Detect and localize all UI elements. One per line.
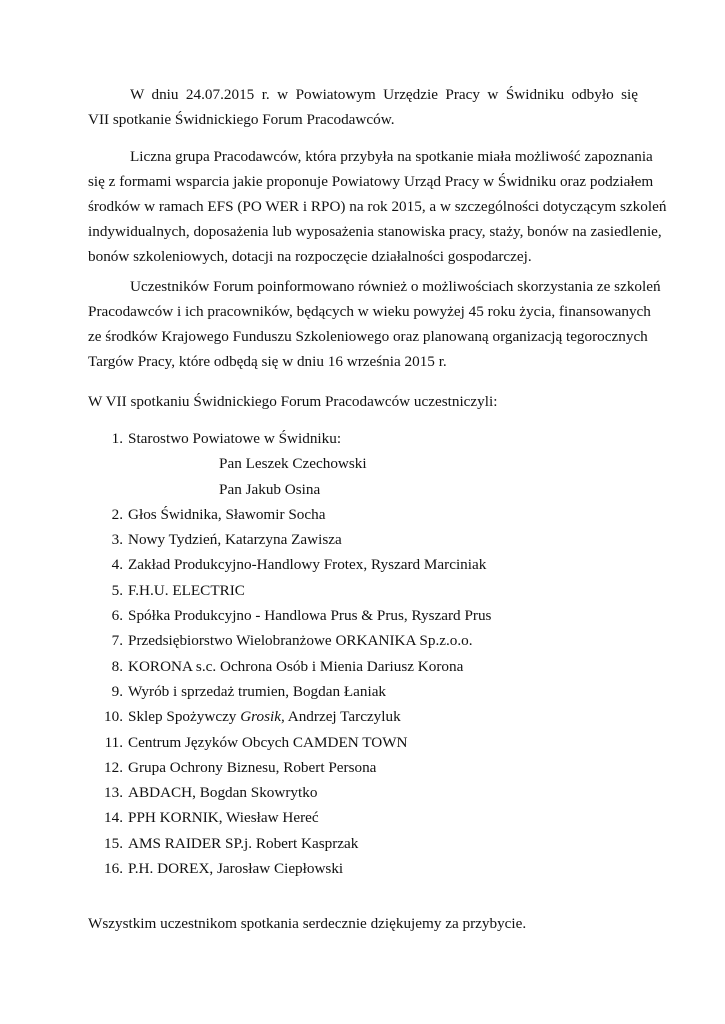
text-line: Uczestników Forum poinformowano również o możliwościach skorzystania ze szkoleń — [130, 278, 661, 295]
participants-heading: W VII spotkaniu Świdnickiego Forum Pracodawców uczestniczyli: — [88, 393, 498, 410]
list-text-italic: Grosik, — [240, 708, 285, 726]
paragraph-employers-info — [88, 144, 667, 269]
list-number: 1. — [111, 430, 123, 447]
list-number: 10. — [104, 708, 123, 726]
list-number: 6. — [111, 607, 123, 625]
list-number: 5. — [111, 581, 123, 599]
text-line: indywidualnych, doposażenia lub wyposażenia stanowiska pracy, staży, bonów na zasiedlenie, — [88, 223, 662, 240]
list-text: Centrum Języków Obcych CAMDEN TOWN — [128, 733, 408, 751]
list-number: 2. — [111, 505, 123, 523]
text-line: W dniu 24.07.2015 r. w Powiatowym Urzędzie Pracy w Świdniku odbyło się — [130, 86, 638, 103]
list-text: P.H. DOREX, Jarosław Ciepłowski — [128, 860, 344, 878]
list-text: Przedsiębiorstwo Wielobranżowe ORKANIKA Sp.z.o.o. — [128, 632, 473, 650]
list-text: KORONA s.c. Ochrona Osób i Mienia Dariusz Korona — [128, 657, 464, 675]
paragraph-training-info — [88, 274, 661, 374]
closing-thanks: Wszystkim uczestnikom spotkania serdecznie dziękujemy za przybycie. — [88, 915, 527, 932]
list-text: Grupa Ochrony Biznesu, Robert Persona — [128, 758, 377, 776]
list-number: 14. — [104, 809, 123, 827]
list-text: ABDACH, Bogdan Skowrytko — [128, 784, 318, 802]
text-line: Targów Pracy, które odbędą się w dniu 16 września 2015 r. — [88, 353, 447, 370]
paragraph-meeting-intro — [88, 82, 638, 132]
list-number: 15. — [104, 834, 123, 852]
list-text-part: Sklep Spożywczy — [128, 708, 241, 726]
list-text: Zakład Produkcyjno-Handlowy Frotex, Ryszard Marciniak — [128, 556, 487, 574]
list-number: 12. — [104, 758, 123, 776]
text-line: środków w ramach EFS (PO WER i RPO) na rok 2015, a w szczególności dotyczącym szkoleń — [88, 198, 667, 215]
list-number: 8. — [111, 657, 123, 675]
list-text: Nowy Tydzień, Katarzyna Zawisza — [128, 531, 342, 549]
list-subtext: Pan Leszek Czechowski — [219, 455, 367, 473]
text-line: się z formami wsparcia jakie proponuje Powiatowy Urząd Pracy w Świdniku oraz podziałem — [88, 173, 654, 190]
text-line: Pracodawców i ich pracowników, będących w wieku powyżej 45 roku życia, finansowanych — [88, 303, 651, 320]
list-text: Starostwo Powiatowe w Świdniku: — [128, 430, 342, 447]
list-number: 7. — [111, 632, 123, 650]
list-text: Spółka Produkcyjno - Handlowa Prus & Prus, Ryszard Prus — [128, 607, 492, 625]
list-number: 11. — [104, 733, 123, 751]
list-number: 3. — [111, 531, 123, 549]
list-text-part: Andrzej Tarczyluk — [284, 708, 401, 726]
list-text: Wyrób i sprzedaż trumien, Bogdan Łaniak — [128, 682, 387, 700]
list-text: F.H.U. ELECTRIC — [128, 581, 245, 599]
list-text: Głos Świdnika, Sławomir Socha — [128, 505, 326, 523]
list-number: 13. — [104, 784, 123, 802]
list-number: 4. — [111, 556, 123, 574]
list-subtext: Pan Jakub Osina — [219, 480, 321, 498]
list-number: 16. — [104, 860, 123, 878]
text-line: ze środków Krajowego Funduszu Szkoleniowego oraz planowaną organizacją tegorocznych — [88, 328, 648, 345]
list-number: 9. — [111, 682, 123, 700]
list-text: PPH KORNIK, Wiesław Hereć — [128, 809, 319, 827]
list-text — [128, 704, 401, 729]
text-line: Liczna grupa Pracodawców, która przybyła na spotkanie miała możliwość zapoznania — [130, 148, 653, 165]
text-line: bonów szkoleniowych, dotacji na rozpoczęcie działalności gospodarczej. — [88, 248, 532, 265]
text-line: VII spotkanie Świdnickiego Forum Pracodawców. — [88, 111, 395, 128]
list-text: AMS RAIDER SP.j. Robert Kasprzak — [128, 834, 359, 852]
